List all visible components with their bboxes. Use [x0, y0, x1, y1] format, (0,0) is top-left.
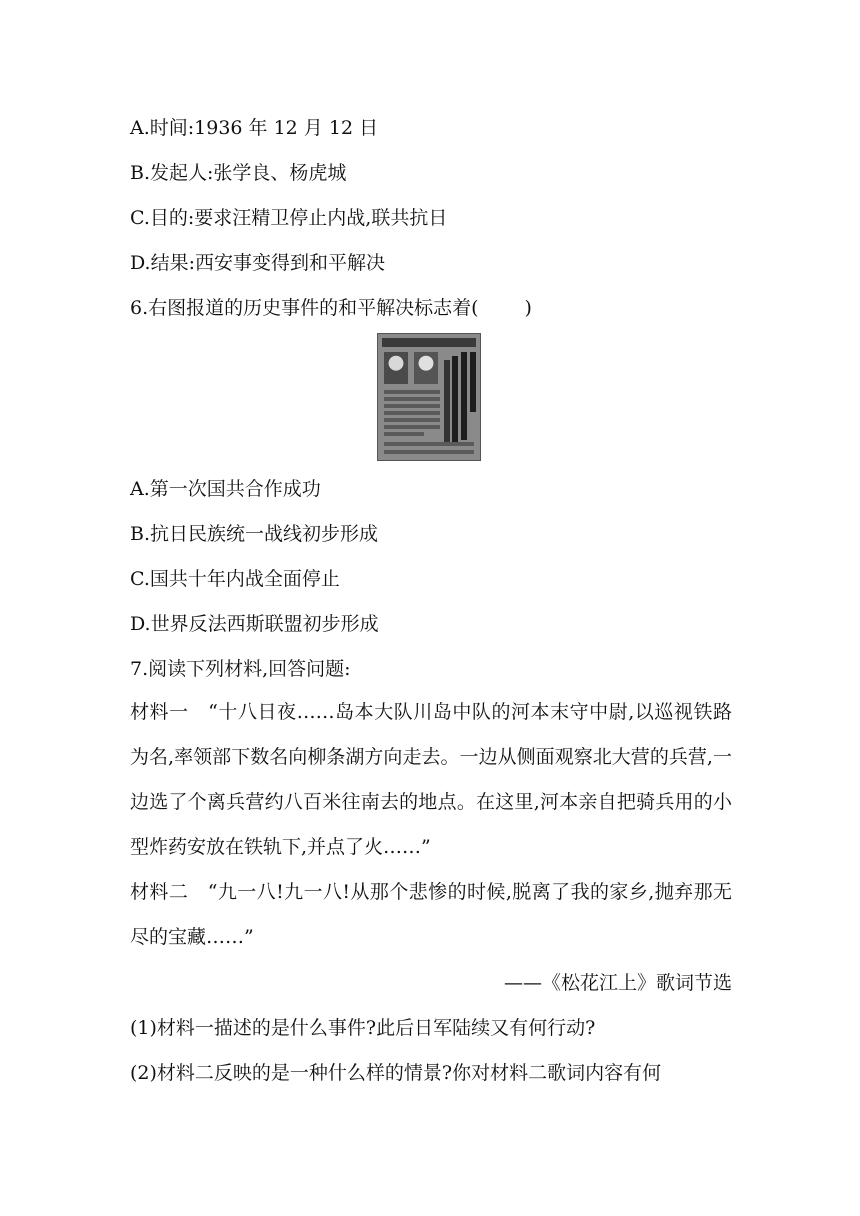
q6-stem-close: )	[524, 297, 532, 319]
q5-option-d: D.结果:西安事变得到和平解决	[130, 252, 385, 274]
q5-option-b: B.发起人:张学良、杨虎城	[130, 162, 347, 184]
q7-subquestion-1: (1)材料一描述的是什么事件?此后日军陆续又有何行动?	[130, 1017, 596, 1039]
q6-option-c: C.国共十年内战全面停止	[130, 568, 340, 590]
q6-stem-text: 6.右图报道的历史事件的和平解决标志着(	[130, 297, 479, 319]
q6-option-d: D.世界反法西斯联盟初步形成	[130, 613, 379, 635]
q7-material-2: 材料二 “九一八!九一八!从那个悲惨的时候,脱离了我的家乡,抛弃那无尽的宝藏……”	[130, 881, 732, 948]
q6-option-b: B.抗日民族统一战线初步形成	[130, 523, 379, 545]
q6-option-a: A.第一次国共合作成功	[130, 478, 321, 500]
q6-stem	[130, 295, 532, 321]
q5-option-a: A.时间:1936 年 12 月 12 日	[130, 117, 379, 139]
q7-stem: 7.阅读下列材料,回答问题:	[130, 658, 351, 680]
q7-material-1: 材料一 “十八日夜……岛本大队川岛中队的河本末守中尉,以巡视铁路为名,率领部下数名向柳条湖方向走去。一边从侧面观察北大营的兵营,一边选了个离兵营约八百米往南去的地点。在这里,河本亲自把骑兵用的小型炸药安放在铁轨下,并点了火……”	[130, 701, 732, 858]
q5-option-c: C.目的:要求汪精卫停止内战,联共抗日	[130, 207, 448, 229]
q7-subquestion-2: (2)材料二反映的是一种什么样的情景?你对材料二歌词内容有何	[130, 1062, 662, 1084]
q7-source: ——《松花江上》歌词节选	[503, 972, 732, 994]
newspaper-photo-icon	[377, 333, 481, 461]
